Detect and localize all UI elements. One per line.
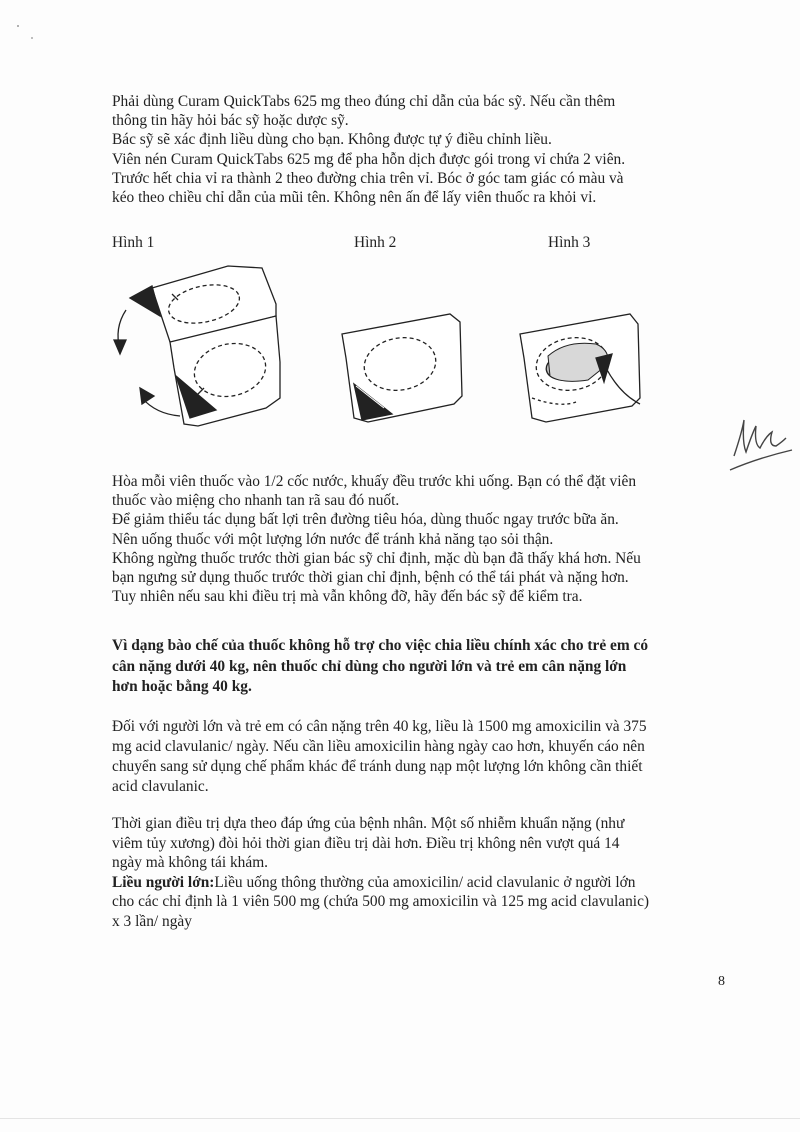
usage-paragraph (112, 472, 732, 606)
page-number: 8 (718, 974, 725, 989)
warning-line: cân nặng dưới 40 kg, nên thuốc chỉ dùng cho người lớn và trẻ em cân nặng lớn (112, 657, 627, 675)
blister-instruction-figures (100, 258, 660, 438)
page-bottom-edge (0, 1118, 800, 1119)
usage-line: Để giảm thiểu tác dụng bất lợi trên đường tiêu hóa, dùng thuốc ngay trước bữa ăn. (112, 511, 619, 529)
figure-2-label: Hình 2 (354, 234, 397, 251)
intro-line: kéo theo chiều chỉ dẫn của mũi tên. Không nên ấn để lấy viên thuốc ra khỏi vỉ. (112, 189, 597, 207)
warning-line: Vì dạng bào chế của thuốc không hỗ trợ cho việc chia liều chính xác cho trẻ em có (112, 637, 649, 654)
duration-line: Thời gian điều trị dựa theo đáp ứng của bệnh nhân. Một số nhiễm khuẩn nặng (như (112, 815, 625, 832)
warning-line: hơn hoặc bằng 40 kg. (112, 678, 252, 695)
intro-line: Viên nén Curam QuickTabs 625 mg để pha hỗn dịch được gói trong vỉ chứa 2 viên. (112, 150, 626, 168)
figure-1-label: Hình 1 (112, 234, 155, 251)
figure-3-peeled-blister (520, 314, 640, 422)
dosage-line: chuyển sang sử dụng chế phẩm khác để tránh dung nạp một lượng lớn không cần thiết (112, 758, 643, 775)
duration-line: viêm tủy xương) đòi hỏi thời gian điều trị dài hơn. Điều trị không nên vượt quá 14 (112, 834, 620, 852)
usage-line: bạn ngưng sử dụng thuốc trước thời gian chỉ định, bệnh có thể tái phát và nặng hơn. (112, 569, 629, 587)
adult-dose-line: cho các chỉ định là 1 viên 500 mg (chứa 500 mg amoxicilin và 125 mg acid clavulanic) (112, 893, 650, 911)
dosage-paragraph (112, 717, 732, 797)
usage-line: Nên uống thuốc với một lượng lớn nước để tránh khả năng tạo sỏi thận. (112, 530, 554, 548)
adult-dose-label: Liều người lớn: (112, 873, 215, 891)
usage-line: Không ngừng thuốc trước thời gian bác sỹ chỉ định, mặc dù bạn đã thấy khá hơn. Nếu (112, 549, 641, 567)
usage-line: thuốc vào miệng cho nhanh tan rã sau đó nuốt. (112, 492, 400, 510)
weight-warning-paragraph (112, 636, 732, 698)
figure-3-label: Hình 3 (548, 234, 591, 251)
scan-marks (14, 20, 44, 50)
adult-dose-line: x 3 lần/ ngày (112, 912, 192, 930)
usage-line: Tuy nhiên nếu sau khi điều trị mà vẫn không đỡ, hãy đến bác sỹ để kiểm tra. (112, 588, 583, 606)
dosage-line: Đối với người lớn và trẻ em có cân nặng trên 40 kg, liều là 1500 mg amoxicilin và 375 (112, 718, 647, 735)
duration-paragraph (112, 814, 732, 932)
dosage-line: acid clavulanic. (112, 778, 209, 795)
duration-line: ngày mà không tái khám. (112, 854, 269, 872)
adult-dose-text: Liều uống thông thường của amoxicilin/ acid clavulanic ở người lớn (214, 873, 636, 891)
intro-line: Phải dùng Curam QuickTabs 625 mg theo đúng chỉ dẫn của bác sỹ. Nếu cần thêm (112, 93, 616, 110)
adult-dose-line (112, 873, 732, 893)
usage-line: Hòa mỗi viên thuốc vào 1/2 cốc nước, khuấy đều trước khi uống. Bạn có thể đặt viên (112, 473, 637, 490)
intro-line: Trước hết chia vỉ ra thành 2 theo đường chia trên vỉ. Bóc ở góc tam giác có màu và (112, 169, 624, 187)
figure-2-single-blister (342, 314, 462, 422)
handwritten-signature (728, 412, 794, 474)
figure-1-blister-split (114, 266, 280, 426)
intro-paragraph (112, 92, 732, 207)
dosage-line: mg acid clavulanic/ ngày. Nếu cần liều amoxicilin hàng ngày cao hơn, khuyến cáo nên (112, 738, 645, 755)
intro-line: thông tin hãy hỏi bác sỹ hoặc dược sỹ. (112, 112, 349, 130)
intro-line: Bác sỹ sẽ xác định liều dùng cho bạn. Không được tự ý điều chỉnh liều. (112, 131, 552, 149)
